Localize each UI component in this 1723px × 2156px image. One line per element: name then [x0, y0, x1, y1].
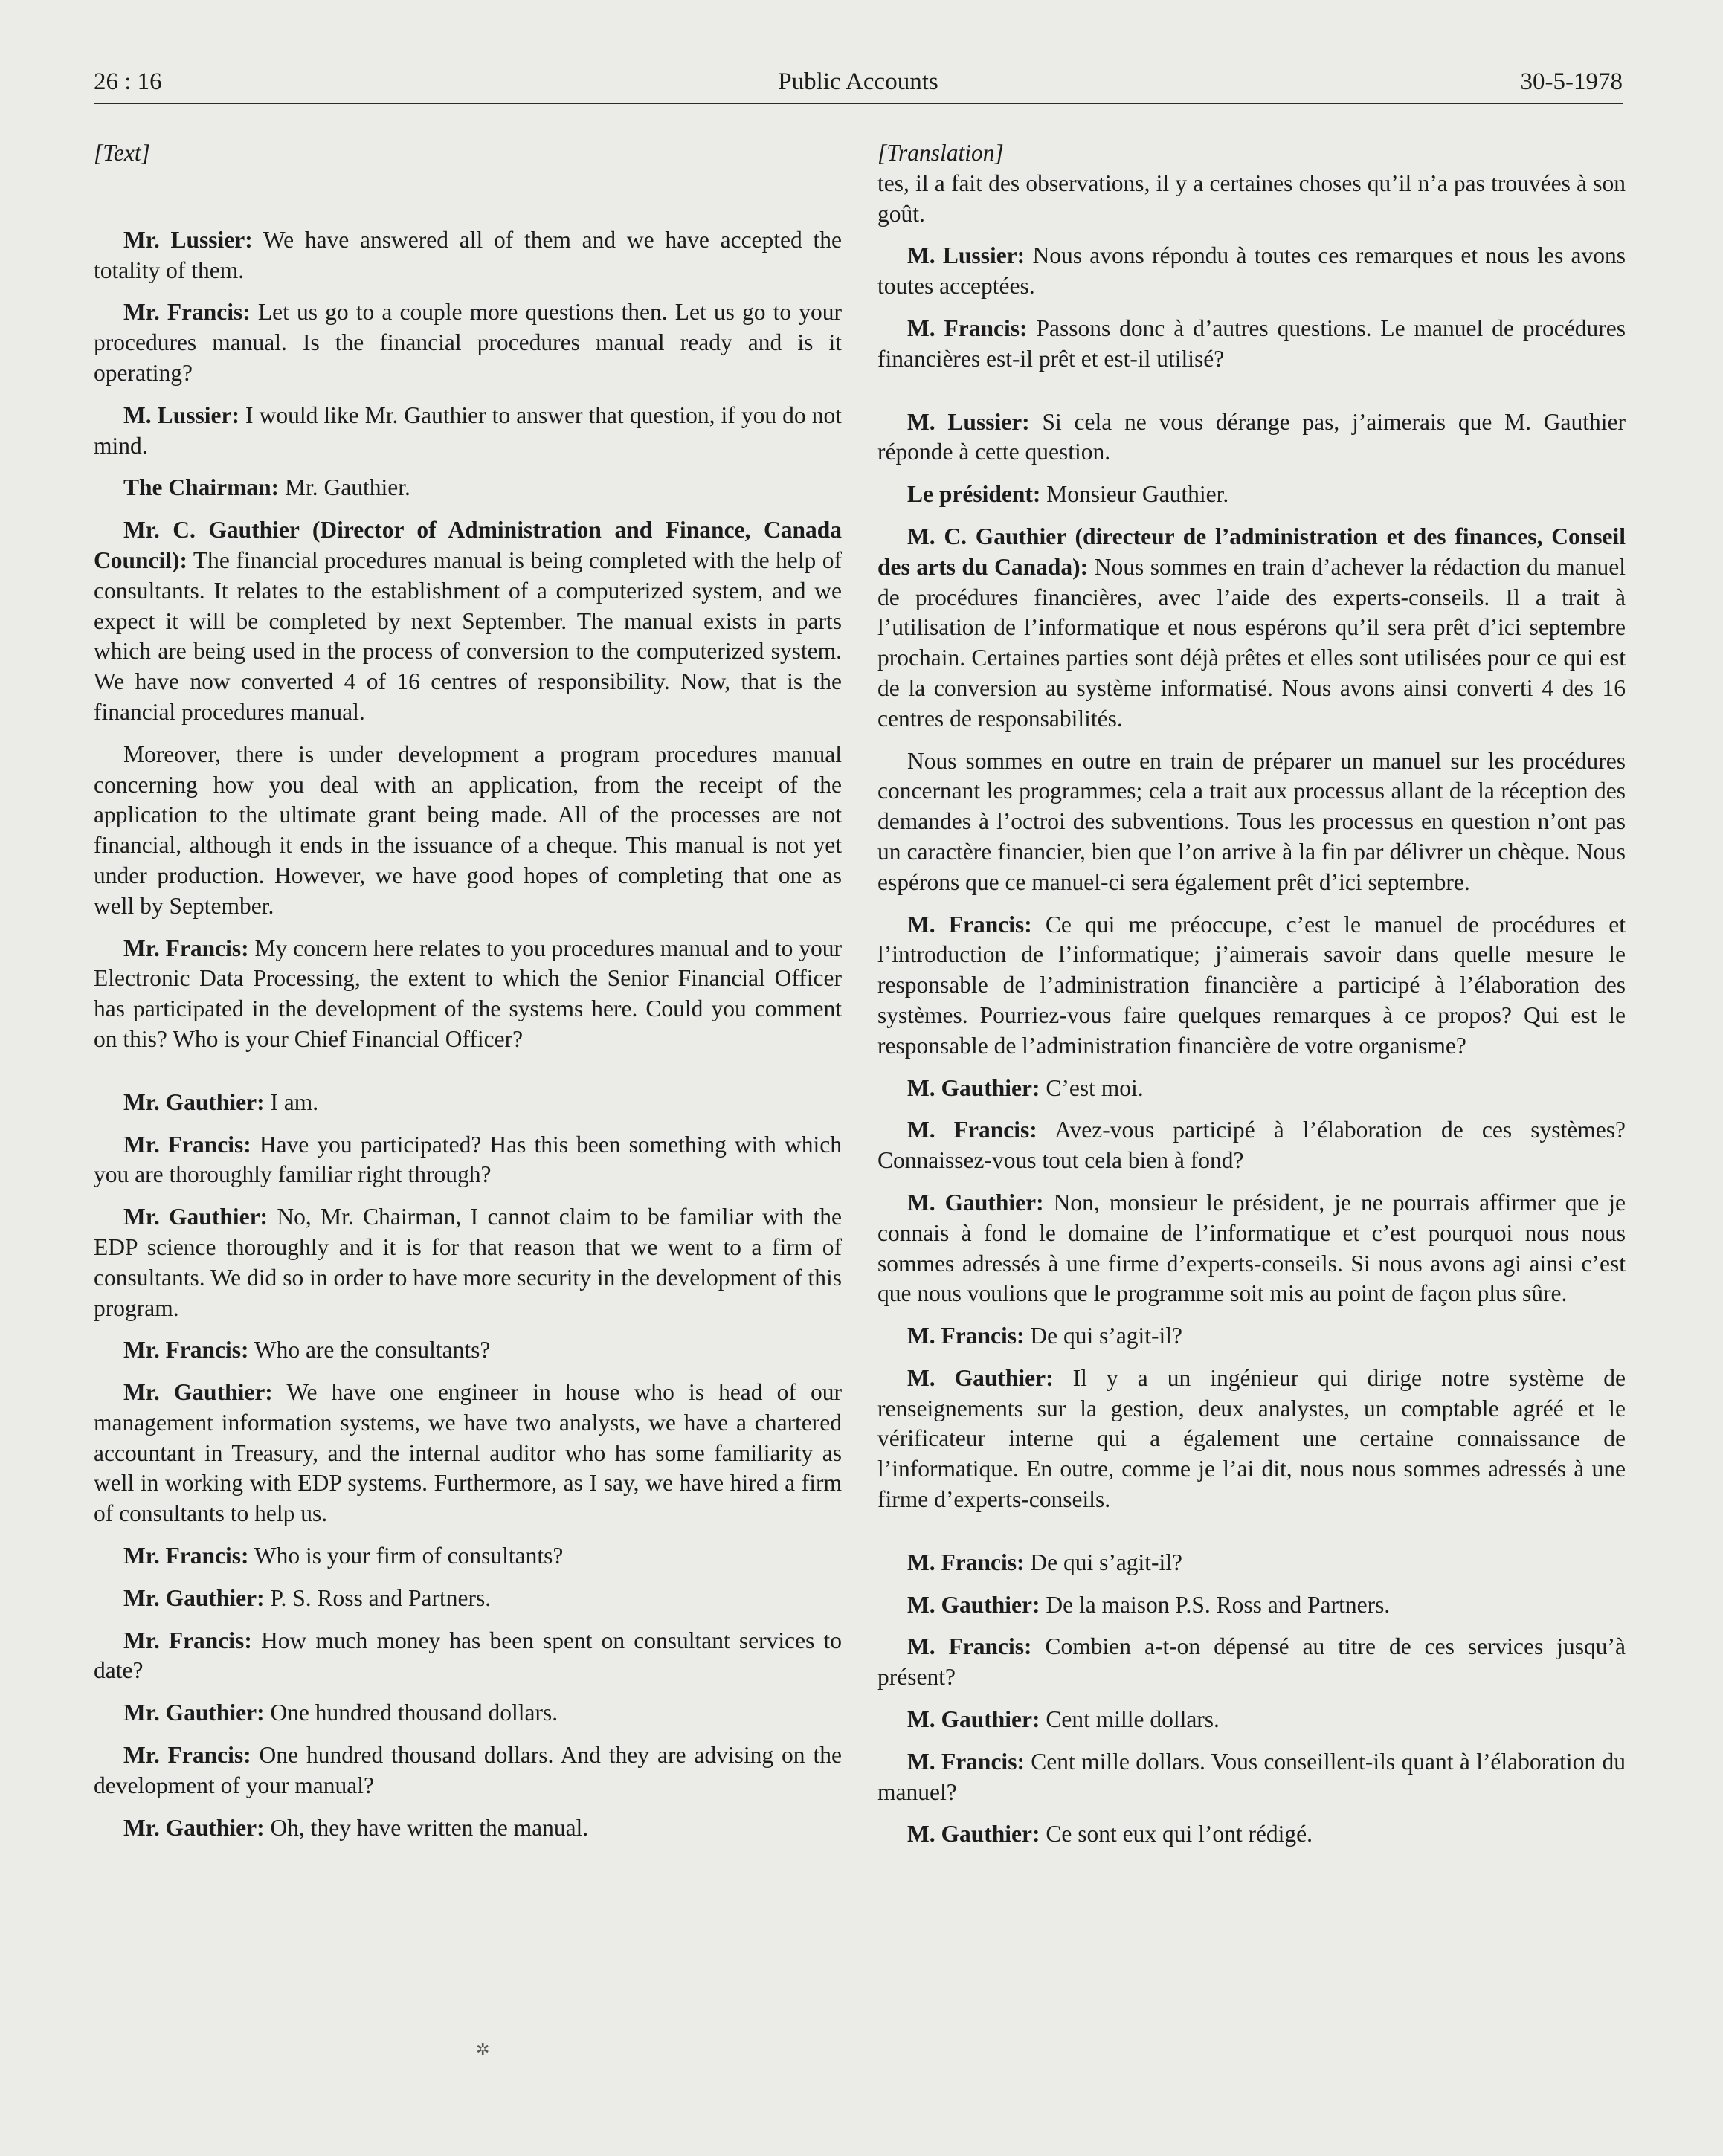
speaker-name: Mr. Gauthier:: [123, 1379, 273, 1406]
speaker-name: M. Lussier:: [123, 401, 239, 428]
paragraph-text: Ce sont eux qui l’ont rédigé.: [1040, 1821, 1313, 1847]
page-header: [94, 64, 1623, 100]
paragraph: [94, 1088, 842, 1118]
speaker-name: Mr. Francis:: [123, 935, 249, 961]
paragraph: [94, 1584, 842, 1614]
speaker-name: Mr. Francis:: [123, 1543, 249, 1569]
paragraph-text: Have you participated? Has this been something with which you are thoroughly familiar right through?: [94, 1131, 842, 1188]
speaker-name: M. Gauthier:: [907, 1074, 1040, 1101]
paragraph-text: tes, il a fait des observations, il y a certaines choses qu’il n’a pas trouvées à son goût.: [877, 170, 1626, 227]
paragraph-text: One hundred thousand dollars. And they are advising on the development of your manual?: [94, 1742, 842, 1798]
paragraph-text: P. S. Ross and Partners.: [264, 1584, 492, 1611]
paragraph: [94, 515, 842, 728]
paragraph-text: De qui s’agit-il?: [1024, 1323, 1183, 1349]
paragraph: [877, 1115, 1626, 1176]
speaker-name: M. Lussier:: [907, 408, 1030, 435]
paragraph-text: We have one engineer in house who is head of our management information systems, we have two analysts, we have a chartered accountant in Treasury, and the internal auditor who has some familiarity as well in working with EDP systems. Furthermore, as I say, we have hired a firm of consultants to help us.: [94, 1379, 842, 1527]
speaker-name: M. Francis:: [907, 1748, 1025, 1775]
speaker-name: Mr. Francis:: [123, 299, 251, 326]
paragraph: [877, 1074, 1626, 1104]
paragraph: [877, 1632, 1626, 1693]
speaker-name: M. Francis:: [907, 314, 1028, 341]
speaker-name: The Chairman:: [123, 474, 280, 501]
speaker-name: Mr. C. Gauthier (Director of Administration and Finance, Canada Council):: [94, 517, 842, 573]
speaker-name: Mr. Gauthier:: [123, 1700, 265, 1726]
speaker-name: Mr. Francis:: [123, 1742, 251, 1769]
speaker-name: M. Francis:: [907, 1323, 1025, 1349]
speaker-name: M. Gauthier:: [907, 1189, 1044, 1216]
paragraph-text: C’est moi.: [1040, 1074, 1144, 1101]
paragraph-text: Mr. Gauthier.: [279, 474, 410, 501]
paragraph-text: Cent mille dollars. Vous conseillent-ils quant à l’élaboration du manuel?: [877, 1748, 1626, 1805]
french-column: [877, 138, 1626, 1862]
paragraph: [94, 1698, 842, 1729]
paragraph: [877, 1705, 1626, 1735]
paragraph-text: The financial procedures manual is being completed with the help of consultants. It relates to the establishment of a computerized system, and we expect it will be completed by next September. The manual exists in parts which are being used in the process of conversion to the computerized system. We have now converted 4 of 16 centres of responsibility. Now, that is the financial procedures manual.: [94, 546, 842, 725]
paragraph: [877, 1188, 1626, 1309]
paragraph-text: Passons donc à d’autres questions. Le manuel de procédures financières est-il prêt et est-il utilisé?: [877, 314, 1626, 372]
paragraph: [94, 225, 842, 286]
speaker-name: M. Gauthier:: [907, 1364, 1054, 1391]
paragraph: [877, 1819, 1626, 1850]
paragraph: [877, 1548, 1626, 1578]
paragraph-text: How much money has been spent on consultant services to date?: [94, 1627, 842, 1684]
paragraph-text: I would like Mr. Gauthier to answer that question, if you do not mind.: [94, 401, 843, 459]
column-label: [Text]: [94, 140, 150, 166]
paragraph: [94, 934, 842, 1055]
paragraph: [94, 297, 842, 388]
paragraph-text: My concern here relates to you procedures manual and to your Electronic Data Processing, the extent to which the Senior Financial Officer has participated in the development of the systems here. Could you comment on this? Who is your Chief Financial Officer?: [94, 935, 843, 1052]
speaker-name: M. Gauthier:: [907, 1591, 1040, 1618]
print-mark-icon: ✲: [476, 2040, 490, 2059]
paragraph-text: Il y a un ingénieur qui dirige notre système de renseignements sur la gestion, deux analystes, un comptable agréé et le vérificateur interne qui a également une certaine connaissance de l’informatique. En outre, comme je l’ai dit, nous nous sommes adressés à une firme d’experts-conseils.: [877, 1364, 1626, 1513]
speaker-name: Mr. Francis:: [123, 1131, 251, 1158]
column-label: [Translation]: [877, 140, 1004, 166]
paragraph: [94, 1378, 842, 1529]
paragraph: [877, 1747, 1626, 1808]
paragraph-text: Non, monsieur le président, je ne pourrais affirmer que je connais à fond le domaine de l’informatique et c’est pourquoi nous nous sommes adressés à une firme d’experts-conseils. Si nous avons agi ainsi c’est que nous voulions que le programme soit mis au point de façon plus sûre.: [877, 1189, 1626, 1307]
paragraph: [94, 1541, 842, 1572]
speaker-name: Mr. Francis:: [123, 1337, 249, 1363]
paragraph-text: Who are the consultants?: [248, 1337, 491, 1363]
speaker-name: M. Gauthier:: [907, 1821, 1040, 1847]
paragraph: [877, 314, 1626, 375]
header-rule: [94, 103, 1623, 104]
paragraph-text: Oh, they have written the manual.: [264, 1814, 589, 1841]
speaker-name: M. C. Gauthier (directeur de l’administration et des finances, Conseil des arts du Canada):: [877, 523, 1626, 580]
paragraph-text: Moreover, there is under development a program procedures manual concerning how you deal with an application, from the receipt of the application to the ultimate grant being made. All of the processes are not financial, although it ends in the issuance of a cheque. This manual is not yet under production. However, we have good hopes of completing that one as well by September.: [94, 740, 842, 919]
speaker-name: Mr. Francis:: [123, 1627, 252, 1653]
speaker-name: Mr. Gauthier:: [123, 1088, 265, 1115]
paragraph-text: I am.: [264, 1088, 319, 1115]
speaker-name: Mr. Gauthier:: [123, 1204, 268, 1230]
paragraph-text: Cent mille dollars.: [1040, 1706, 1220, 1733]
paragraph: [877, 1363, 1626, 1515]
paragraph: [877, 480, 1626, 510]
paragraph-text: Let us go to a couple more questions then. Let us go to your procedures manual. Is the financial procedures manual ready and is it operating?: [94, 299, 842, 386]
paragraph-text: De la maison P.S. Ross and Partners.: [1040, 1591, 1391, 1618]
paragraph-text: Who is your firm of consultants?: [248, 1543, 564, 1569]
english-column: [94, 138, 842, 1855]
paragraph: [94, 740, 842, 922]
paragraph-text: Si cela ne vous dérange pas, j’aimerais que M. Gauthier réponde à cette question.: [877, 408, 1626, 465]
speaker-name: M. Francis:: [907, 911, 1032, 937]
running-title: Public Accounts: [778, 68, 938, 95]
paragraph: [877, 407, 1626, 468]
paragraph: [877, 169, 1626, 230]
paragraph: [877, 522, 1626, 735]
paragraph-text: De qui s’agit-il?: [1024, 1549, 1183, 1575]
paragraph-text: Monsieur Gauthier.: [1040, 481, 1229, 508]
paragraph-text: Nous avons répondu à toutes ces remarques et nous les avons toutes acceptées.: [877, 242, 1626, 300]
paragraph: [877, 241, 1626, 302]
paragraph: [94, 1626, 842, 1687]
paragraph: [877, 910, 1626, 1062]
paragraph: [94, 1130, 842, 1191]
speaker-name: Mr. Gauthier:: [123, 1814, 265, 1841]
speaker-name: Mr. Lussier:: [123, 226, 253, 253]
paragraph-text: No, Mr. Chairman, I cannot claim to be familiar with the EDP science thoroughly and it is for that reason that we went to a firm of consultants. We did so in order to have more security in the development of this program.: [94, 1204, 842, 1321]
paragraph: [94, 1202, 842, 1323]
paragraph-text: Nous sommes en train d’achever la rédaction du manuel de procédures financières, avec l’aide des experts-conseils. Il a trait à l’utilisation de l’informatique et nous espérons qu’il sera prêt d’ici septembre prochain. Certaines parties sont déjà prêtes et elles sont utilisées pour ce qui est de la conversion au système informatisé. Nous avons ainsi converti 4 des 16 centres de responsabilités.: [877, 553, 1626, 732]
page-number: 26 : 16: [94, 68, 162, 95]
paragraph-text: One hundred thousand dollars.: [264, 1700, 558, 1726]
paragraph-text: Ce qui me préoccupe, c’est le manuel de procédures et l’introduction de l’informatique; j’aimerais savoir dans quelle mesure le responsable de l’administration financière a participé à l’élaboration des systèmes. Pourriez-vous faire quelques remarques à ce propos? Qui est le responsable de l’administration financière de votre organisme?: [877, 911, 1626, 1059]
paragraph-text: Combien a-t-on dépensé au titre de ces services jusqu’à présent?: [877, 1633, 1626, 1691]
speaker-name: Mr. Gauthier:: [123, 1584, 265, 1611]
speaker-name: Le président:: [907, 481, 1041, 508]
speaker-name: M. Gauthier:: [907, 1706, 1040, 1733]
paragraph-text: Nous sommes en outre en train de préparer un manuel sur les procédures concernant les programmes; cela a trait aux processus allant de la réception des demandes à l’octroi des subventions. Tous les processus en question n’ont pas un caractère financier, bien que l’on arrive à la fin par délivrer un chèque. Nous espérons que ce manuel-ci sera également prêt d’ici septembre.: [877, 747, 1626, 895]
paragraph: [877, 746, 1626, 898]
paragraph: [94, 473, 842, 503]
page-date: 30-5-1978: [1520, 68, 1623, 95]
speaker-name: M. Francis:: [907, 1633, 1032, 1660]
paragraph: [877, 1321, 1626, 1352]
paragraph: [94, 1335, 842, 1366]
speaker-name: M. Francis:: [907, 1549, 1025, 1575]
paragraph: [877, 1590, 1626, 1621]
paragraph-text: We have answered all of them and we have accepted the totality of them.: [94, 226, 842, 283]
paragraph: [94, 1740, 842, 1801]
speaker-name: M. Lussier:: [907, 242, 1025, 269]
paragraph: [94, 401, 842, 462]
speaker-name: M. Francis:: [907, 1117, 1037, 1143]
paragraph-text: Avez-vous participé à l’élaboration de ces systèmes? Connaissez-vous tout cela bien à fond?: [877, 1117, 1626, 1174]
paragraph: [94, 1813, 842, 1844]
